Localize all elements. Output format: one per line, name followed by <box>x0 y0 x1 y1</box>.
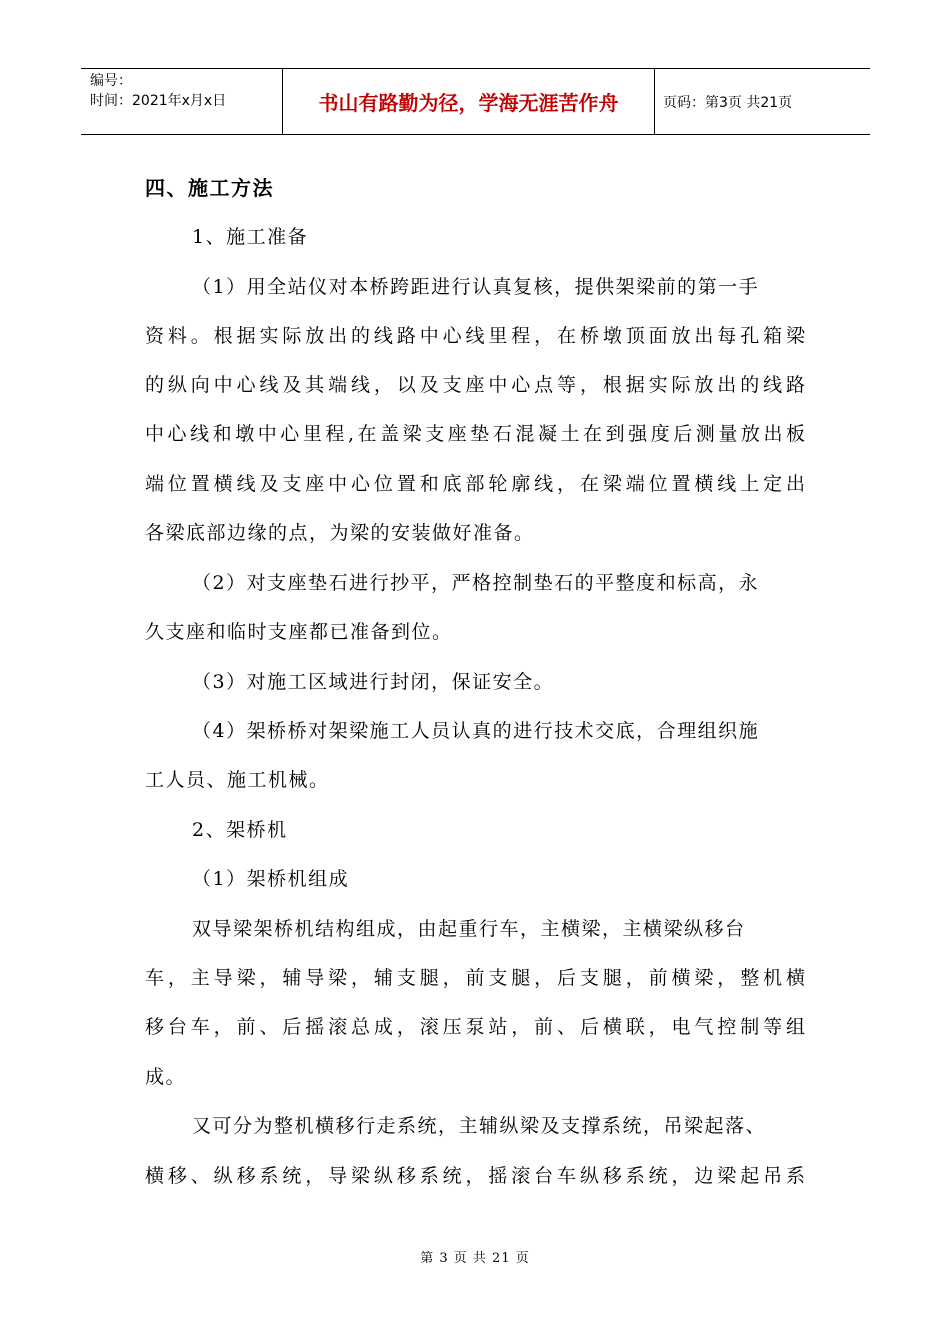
paragraph-line: 各梁底部边缘的点，为梁的安装做好准备。 <box>145 522 535 544</box>
subheading-composition: （1）架桥机组成 <box>192 868 350 890</box>
paragraph-line: 的纵向中心线及其端线，以及支座中心点等，根据实际放出的线路 <box>145 374 805 396</box>
subheading-bridge-machine: 2、架桥机 <box>192 819 288 841</box>
document-number-label: 编号： <box>90 73 132 89</box>
paragraph-line: 成。 <box>145 1066 187 1088</box>
paragraph-line: 中心线和墩中心里程,在盖梁支座垫石混凝土在到强度后测量放出板 <box>145 423 805 445</box>
paragraph-line: 双导梁架桥机结构组成，由起重行车，主横梁，主横梁纵移台 <box>192 918 746 940</box>
paragraph-line: 工人员、施工机械。 <box>145 769 330 791</box>
paragraph-line: （4）架桥桥对架梁施工人员认真的进行技术交底，合理组织施 <box>192 720 760 742</box>
header-motto: 书山有路勤为径，学海无涯苦作舟 <box>282 69 655 134</box>
header-table <box>81 68 870 135</box>
paragraph-line: 车，主导梁，辅导梁，辅支腿，前支腿，后支腿，前横梁，整机横 <box>145 967 805 989</box>
paragraph-line: （1）用全站仪对本桥跨距进行认真复核，提供架梁前的第一手 <box>192 276 760 298</box>
section-heading: 四、施工方法 <box>145 176 274 200</box>
header-page-info: 页码：第3页 共21页 <box>663 94 793 111</box>
paragraph-line: 端位置横线及支座中心位置和底部轮廓线，在梁端位置横线上定出 <box>145 473 805 495</box>
subheading-preparation: 1、施工准备 <box>192 226 309 248</box>
paragraph-line: （3）对施工区域进行封闭，保证安全。 <box>192 671 555 693</box>
page-footer: 第 3 页 共 21 页 <box>420 1251 530 1266</box>
header-meta-cell <box>81 69 282 134</box>
paragraph-line: 久支座和临时支座都已准备到位。 <box>145 621 453 643</box>
paragraph-line: 资料。根据实际放出的线路中心线里程，在桥墩顶面放出每孔箱梁 <box>145 325 805 347</box>
paragraph-line: 横移、纵移系统，导梁纵移系统，摇滚台车纵移系统，边梁起吊系 <box>145 1165 805 1187</box>
paragraph-line: （2）对支座垫石进行抄平，严格控制垫石的平整度和标高，永 <box>192 572 760 594</box>
paragraph-line: 又可分为整机横移行走系统，主辅纵梁及支撑系统，吊梁起落、 <box>192 1115 767 1137</box>
paragraph-line: 移台车，前、后摇滚总成，滚压泵站，前、后横联，电气控制等组 <box>145 1016 805 1038</box>
document-time-label: 时间：2021年x月x日 <box>90 93 227 109</box>
